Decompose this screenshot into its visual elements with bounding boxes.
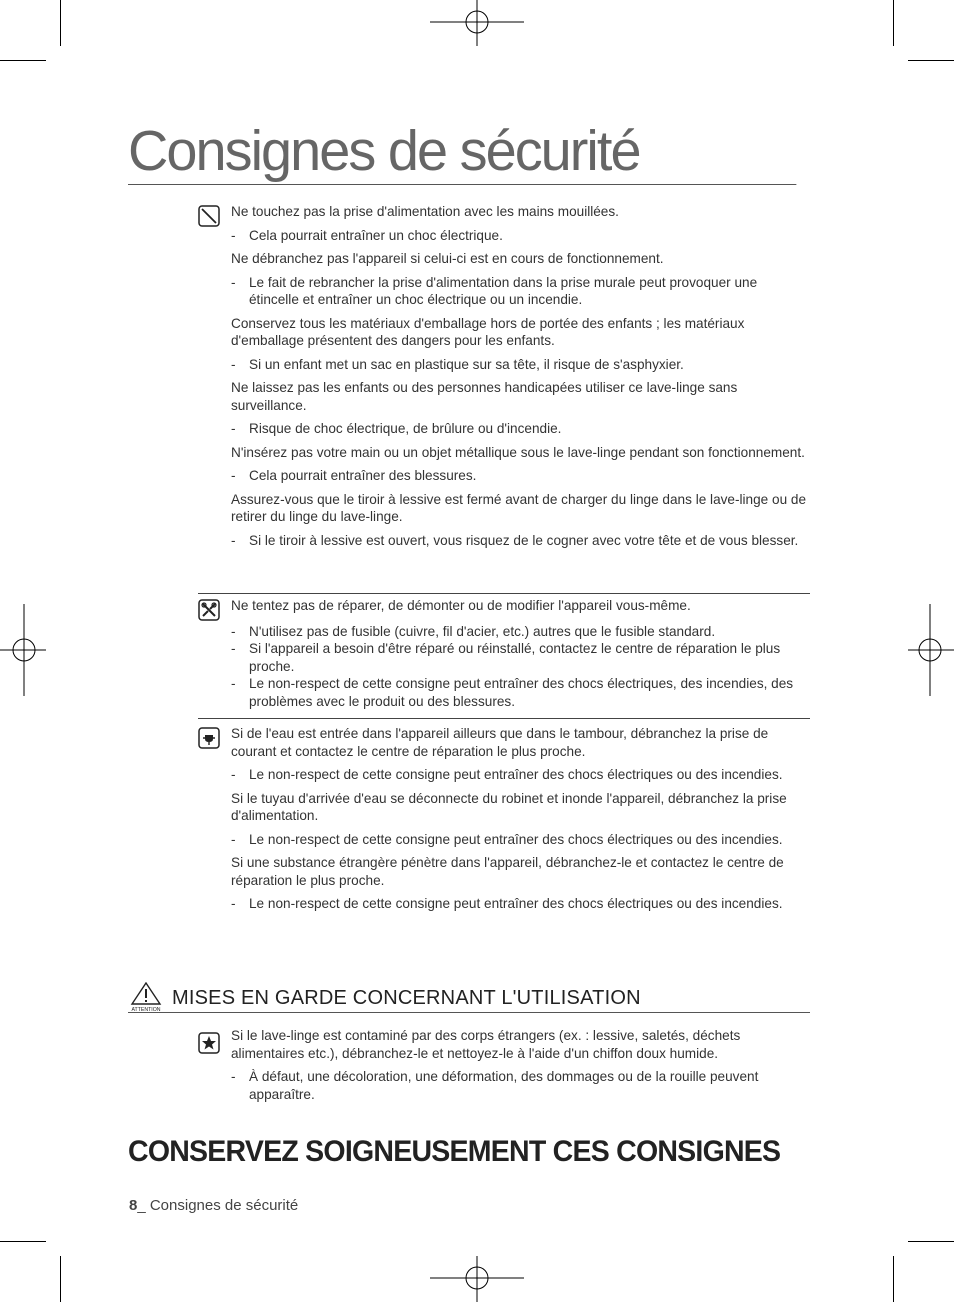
crop-mark: [60, 1256, 61, 1302]
consequence: - Risque de choc électrique, de brûlure ou d'incendie.: [231, 421, 562, 436]
page-title: Consignes de sécurité: [128, 118, 796, 185]
crop-mark: [60, 0, 61, 46]
attention-warning-icon: [130, 982, 162, 1012]
instruction: N'insérez pas votre main ou un objet métallique sous le lave-linge pendant son fonctionnement.: [231, 444, 805, 460]
crop-mark: [908, 1241, 954, 1242]
important-icon: [198, 1032, 220, 1054]
safety-section-3: [198, 725, 810, 919]
registration-mark: [908, 604, 954, 696]
consequence: - Le non-respect de cette consigne peut entraîner des chocs électriques, des incendies, des problèmes avec le produit ou des blessures.: [231, 676, 794, 709]
instruction: Ne touchez pas la prise d'alimentation avec les mains mouillées.: [231, 204, 619, 219]
consequence: - Cela pourrait entraîner des blessures.: [231, 468, 477, 483]
consequence: - Si un enfant met un sac en plastique sur sa tête, il risque de s'asphyxier.: [231, 356, 684, 372]
registration-mark: [430, 1256, 524, 1302]
caution-section: [198, 1027, 810, 1109]
section-body: [231, 1027, 810, 1103]
consequence: - Le non-respect de cette consigne peut entraîner des chocs électriques ou des incendies.: [231, 767, 783, 782]
crop-mark: [893, 0, 894, 46]
safety-section-2: [198, 597, 810, 716]
instruction: Assurez-vous que le tiroir à lessive est fermé avant de charger du linge dans le lave-linge ou de retirer du linge du lave-linge.: [231, 491, 807, 524]
safety-section-1: [198, 203, 810, 555]
crop-mark: [908, 60, 954, 61]
crop-mark: [0, 1241, 46, 1242]
instruction: Ne tentez pas de réparer, de démonter ou de modifier l'appareil vous-même.: [231, 598, 691, 613]
page-number: 8: [129, 1197, 138, 1214]
footer-label: _ Consignes de sécurité: [137, 1197, 299, 1214]
consequence: - À défaut, une décoloration, une déformation, des dommages ou de la rouille peuvent apparaître.: [231, 1069, 759, 1102]
no-disassembly-icon: [198, 599, 220, 621]
consequence: - Le non-respect de cette consigne peut entraîner des chocs électriques ou des incendies.: [231, 831, 783, 847]
instruction: Si le tuyau d'arrivée d'eau se déconnecte du robinet et inonde l'appareil, débranchez la prise d'alimentation.: [231, 790, 787, 823]
page-footer: [129, 1197, 298, 1214]
keep-instructions-heading: CONSERVEZ SOIGNEUSEMENT CES CONSIGNES: [128, 1135, 781, 1168]
no-touch-icon: [198, 205, 220, 227]
registration-mark: [0, 604, 46, 696]
caution-heading-text: MISES EN GARDE CONCERNANT L'UTILISATION: [172, 987, 641, 1009]
unplug-icon: [198, 727, 220, 749]
crop-mark: [0, 60, 46, 61]
section-divider: [198, 593, 810, 594]
consequence: - Si le tiroir à lessive est ouvert, vous risquez de le cogner avec votre tête et de vous blesser.: [231, 532, 799, 548]
instruction: Ne laissez pas les enfants ou des personnes handicapées utiliser ce lave-linge sans surveillance.: [231, 380, 738, 413]
instruction: Si le lave-linge est contaminé par des corps étrangers (ex. : lessive, saletés, déchets alimentaires etc.), débranchez-le et nettoyez-le à l'aide d'un chiffon doux humide.: [231, 1028, 741, 1061]
instruction: Conservez tous les matériaux d'emballage hors de portée des enfants ; les matériaux d'emballage présentent des dangers pour les enfants.: [231, 315, 745, 348]
consequence: - Si l'appareil a besoin d'être réparé ou réinstallé, contactez le centre de réparation le plus proche.: [231, 641, 781, 674]
instruction: Ne débranchez pas l'appareil si celui-ci est en cours de fonctionnement.: [231, 251, 664, 266]
section-body: [231, 597, 810, 710]
caution-heading: [128, 982, 810, 1013]
consequence: - Le fait de rebrancher la prise d'alimentation dans la prise murale peut provoquer une étincelle et entraîner un choc électrique ou un incendie.: [231, 274, 758, 307]
consequence: - Le non-respect de cette consigne peut entraîner des chocs électriques ou des incendies.: [231, 896, 783, 911]
section-divider: [198, 718, 810, 719]
consequence: - N'utilisez pas de fusible (cuivre, fil d'acier, etc.) autres que le fusible standard.: [231, 623, 716, 639]
attention-label: ATTENTION: [131, 1007, 161, 1012]
section-body: [231, 725, 810, 913]
registration-mark: [430, 0, 524, 46]
consequence: - Cela pourrait entraîner un choc électrique.: [231, 227, 503, 243]
instruction: Si de l'eau est entrée dans l'appareil ailleurs que dans le tambour, débranchez la prise de courant et contactez le centre de réparation le plus proche.: [231, 726, 769, 759]
crop-mark: [893, 1256, 894, 1302]
section-body: [231, 203, 810, 549]
instruction: Si une substance étrangère pénètre dans l'appareil, débranchez-le et contactez le centre de réparation le plus proche.: [231, 855, 784, 888]
